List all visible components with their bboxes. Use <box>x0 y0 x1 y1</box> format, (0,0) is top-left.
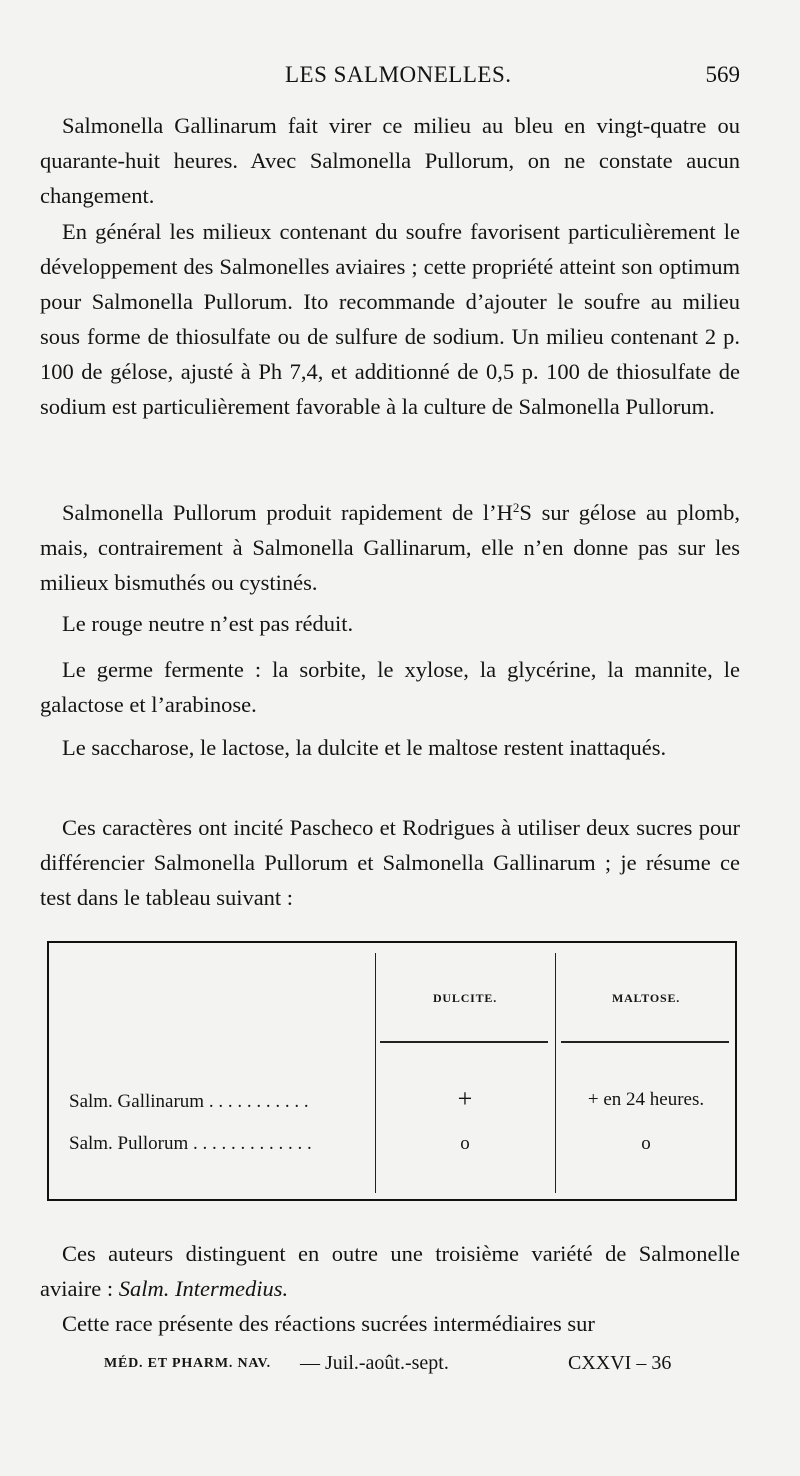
cell-pullorum-dulcite: o <box>460 1133 470 1154</box>
issue-date: — Juil.-août.-sept. <box>300 1352 449 1374</box>
sheet-signature: CXXVI – 36 <box>568 1352 672 1374</box>
cell-gallinarum-maltose: + en 24 heures. <box>587 1089 705 1110</box>
row-label-gallinarum: Salm. Gallinarum . . . . . . . . . . . <box>69 1091 309 1112</box>
paragraph-7: Ces caractères ont incité Pascheco et Rodrigues à utiliser deux sucres pour différencier Salmonella Pullorum et Salmonella Gallinarum ; je résume ce test dans le tableau suivant : <box>40 815 740 910</box>
page-footer <box>0 1352 800 1382</box>
paragraph-6: Le saccharose, le lactose, la dulcite et le maltose restent inattaqués. <box>62 735 667 760</box>
species-name: Salm. Intermedius. <box>118 1276 289 1301</box>
column-header-dulcite: DULCITE. <box>432 991 498 1005</box>
page-number: 569 <box>705 62 740 87</box>
running-title: LES SALMONELLES. <box>285 62 512 87</box>
paragraph-3 <box>40 490 740 600</box>
sugar-test-table <box>47 941 737 1201</box>
paragraph-9: Cette race présente des réactions sucrées intermédiaires sur <box>62 1311 595 1336</box>
paragraph-2: En général les milieux contenant du soufre favorisent particulièrement le développement des Salmonelles aviaires ; cette propriété atteint son optimum pour Salmonella Pullorum. Ito recommande d’ajouter le soufre au milieu sous forme de thiosulfate ou de sulfure de sodium. Un milieu contenant 2 p. 100 de gélose, ajusté à Ph 7,4, et additionné de 0,5 p. 100 de thiosulfate de sodium est particulièrement favorable à la culture de Salmonella Pullorum. <box>40 219 740 419</box>
row-label-pullorum: Salm. Pullorum . . . . . . . . . . . . . <box>69 1133 312 1154</box>
column-header-maltose: MALTOSE. <box>611 991 681 1005</box>
header-rule <box>380 1041 548 1043</box>
journal-abbrev: MÉD. ET PHARM. NAV. <box>104 1356 271 1371</box>
paragraph-8-text: Ces auteurs distinguent en outre une troisième variété de Salmonelle aviaire : <box>40 1241 740 1301</box>
paragraph-8 <box>40 1236 740 1306</box>
cell-gallinarum-dulcite <box>375 1084 555 1113</box>
superscript-2: 2 <box>512 500 520 515</box>
paragraph-3-text-b: S sur gélose au plomb, mais, contrairement à Salmonella Gallinarum, elle n’en donne pas sur les milieux bismuthés ou cystinés. <box>40 500 740 595</box>
paragraph-5: Le germe fermente : la sorbite, le xylose, la glycérine, la mannite, le galactose et l’arabinose. <box>40 657 740 717</box>
paragraph-1: Salmonella Gallinarum fait virer ce milieu au bleu en vingt-quatre ou quarante-huit heures. Avec Salmonella Pullorum, on ne constate aucun changement. <box>40 113 740 208</box>
column-divider <box>555 953 556 1193</box>
plus-sign: + <box>457 1084 473 1113</box>
paragraph-3-text-a: Salmonella Pullorum produit rapidement de l’H <box>62 500 513 525</box>
column-divider <box>375 953 376 1193</box>
cell-pullorum-maltose: o <box>641 1133 651 1154</box>
paragraph-4: Le rouge neutre n’est pas réduit. <box>62 611 354 636</box>
page-header <box>0 62 800 98</box>
header-rule <box>561 1041 729 1043</box>
